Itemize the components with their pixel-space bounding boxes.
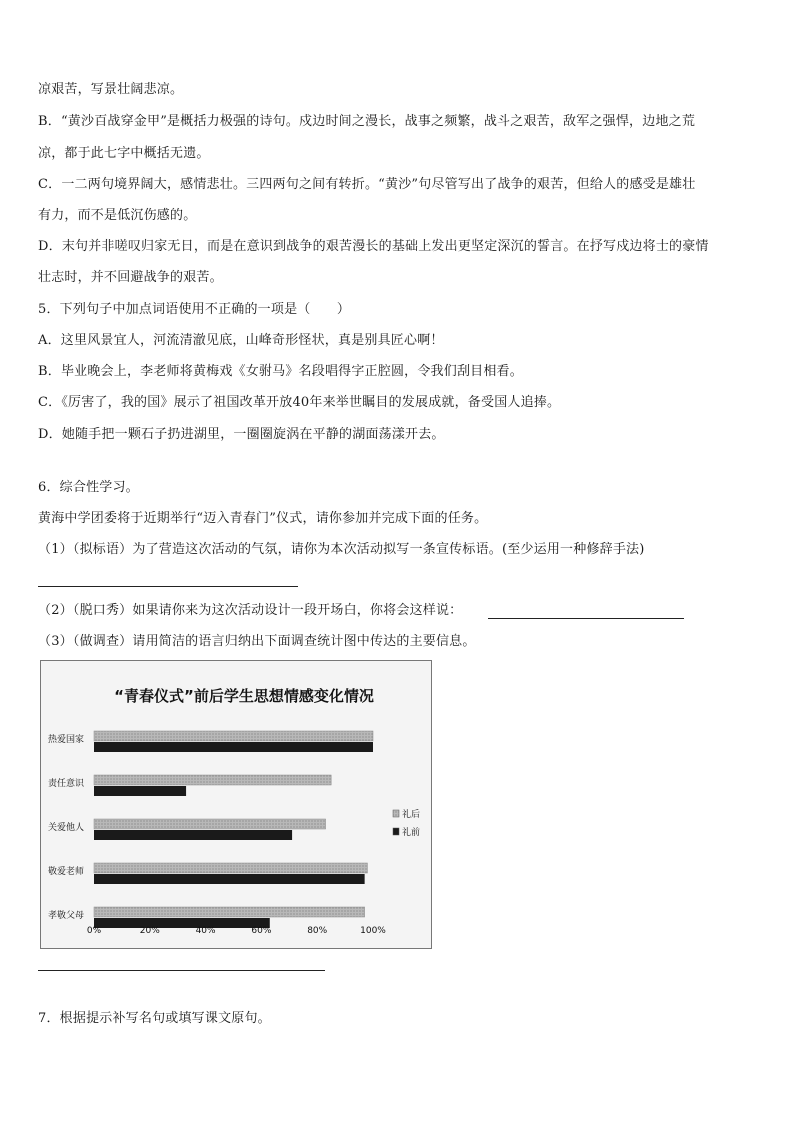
bar-before (94, 918, 270, 928)
survey-bar-chart (40, 660, 432, 949)
q6-task2: （2）（脱口秀）如果请你来为这次活动设计一段开场白，你将会这样说： (38, 603, 463, 618)
bar-before (94, 786, 186, 796)
bar-before (94, 874, 365, 884)
q5-option-d: D．她随手把一颗石子扔进湖里，一圈圈旋涡在平静的湖面荡漾开去。 (38, 427, 445, 442)
x-tick-label: 100% (360, 926, 386, 936)
x-tick-label: 80% (307, 926, 328, 936)
q6-task3: （3）（做调查）请用简洁的语言归纳出下面调查统计图中传达的主要信息。 (38, 634, 476, 649)
x-tick-label: 0% (86, 926, 102, 936)
q6-intro: 黄海中学团委将于近期举行“迈入青春门”仪式，请你参加并完成下面的任务。 (38, 511, 488, 526)
q4-option-d-line2: 壮志时，并不回避战争的艰苦。 (38, 270, 223, 285)
x-tick-label: 40% (195, 926, 216, 936)
category-label: 孝敬父母 (48, 911, 85, 921)
q4-option-c-line1: C．一二两句境界阔大，感情悲壮。三四两句之间有转折。“黄沙”句尽管写出了战争的艰苦，但给人的感受是雄壮 (38, 177, 696, 192)
category-label: 责任意识 (48, 779, 85, 789)
category-label: 热爱国家 (48, 735, 85, 745)
q5-option-b: B．毕业晚会上，李老师将黄梅戏《女驸马》名段唱得字正腔圆，令我们刮目相看。 (38, 364, 523, 379)
bar-after (94, 731, 373, 741)
chart-canvas (41, 661, 431, 948)
bar-after (94, 863, 367, 873)
q4-option-a-tail: 凉艰苦，写景壮阔悲凉。 (38, 82, 184, 97)
x-tick-label: 20% (139, 926, 160, 936)
q6-task3-answer-line[interactable] (38, 970, 325, 971)
bar-before (94, 742, 373, 752)
legend-label: 礼前 (402, 828, 421, 838)
q4-option-c-line2: 有力，而不是低沉伤感的。 (38, 208, 197, 223)
q6-stem: 6．综合性学习。 (38, 480, 139, 495)
q4-option-b-line1: B．“黄沙百战穿金甲”是概括力极强的诗句。戍边时间之漫长，战事之频繁，战斗之艰苦，敌军之强悍，边地之荒 (38, 114, 696, 129)
q6-task1: （1）（拟标语）为了营造这次活动的气氛，请你为本次活动拟写一条宣传标语。(至少运用一种修辞手法) (38, 542, 645, 557)
category-label: 关爱他人 (48, 823, 85, 833)
chart-title: “青春仪式”前后学生思想情感变化情况 (114, 687, 374, 705)
x-tick-label: 60% (251, 926, 272, 936)
q5-stem: 5．下列句子中加点词语使用不正确的一项是（ ） (38, 302, 351, 317)
q5-option-a: A．这里风景宜人，河流清澈见底，山峰奇形怪状，真是别具匠心啊！ (38, 333, 444, 348)
category-label: 敬爱老师 (48, 867, 85, 877)
q5-option-c: C．《厉害了，我的国》展示了祖国改革开放40年来举世瞩目的发展成就，备受国人追捧。 (38, 395, 561, 410)
bar-before (94, 830, 292, 840)
legend-swatch-before (393, 828, 399, 835)
q4-option-d-line1: D．末句并非嗟叹归家无日，而是在意识到战争的艰苦漫长的基础上发出更坚定深沉的誓言。在抒写戍边将士的豪情 (38, 239, 709, 254)
legend-swatch-after (393, 810, 399, 817)
q7-stem: 7．根据提示补写名句或填写课文原句。 (38, 1011, 271, 1026)
bar-after (94, 819, 326, 829)
legend-label: 礼后 (402, 810, 421, 820)
bar-after (94, 907, 365, 917)
q6-task1-answer-line[interactable] (38, 586, 298, 587)
q4-option-b-line2: 凉，都于此七字中概括无遗。 (38, 146, 210, 161)
q6-task2-answer-line[interactable] (488, 618, 684, 619)
bar-after (94, 775, 331, 785)
